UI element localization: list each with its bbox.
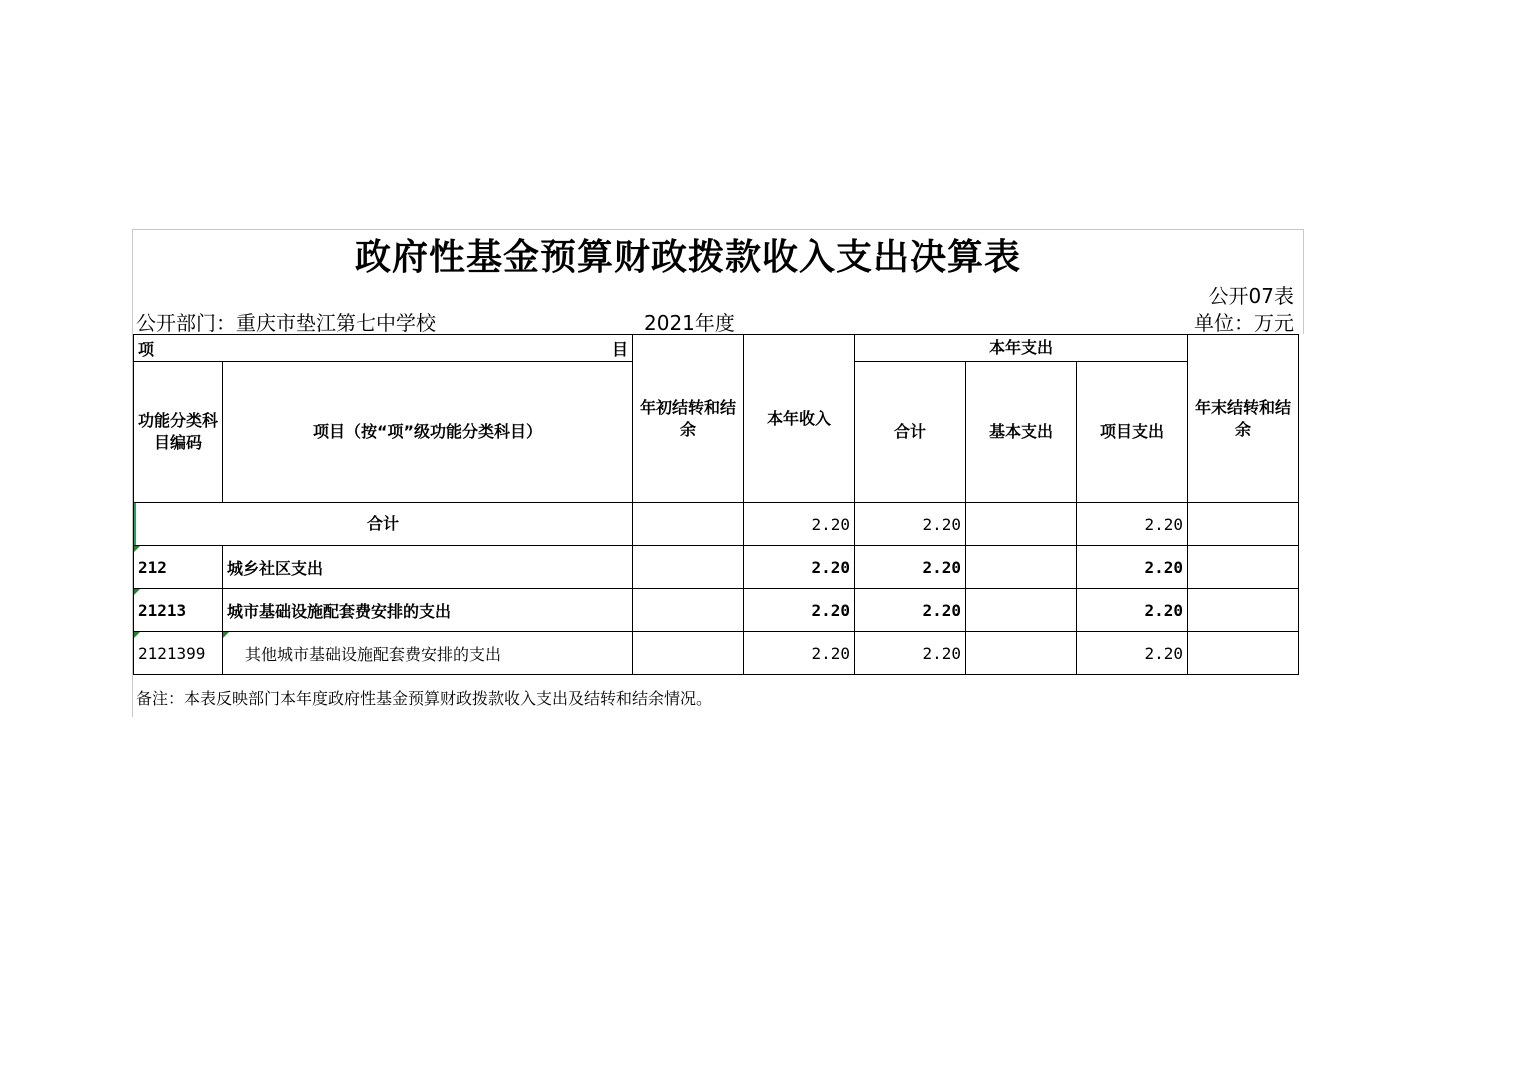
- row-basic[interactable]: [966, 546, 1077, 589]
- row-income[interactable]: 2.20: [744, 632, 855, 675]
- year-label: 2021年度: [644, 311, 735, 335]
- total-end-balance[interactable]: [1188, 503, 1299, 546]
- page-title: 政府性基金预算财政拨款收入支出决算表: [354, 237, 1021, 278]
- row-begin-balance[interactable]: [633, 546, 744, 589]
- header-income: [744, 335, 855, 503]
- table-row: [134, 546, 1299, 589]
- row-name-cell[interactable]: [223, 632, 633, 675]
- header-xiang: 项: [138, 339, 155, 359]
- item-header-cell: [134, 335, 633, 362]
- row-project[interactable]: 2.20: [1077, 589, 1188, 632]
- row-basic[interactable]: [966, 632, 1077, 675]
- cell-marker: [134, 546, 140, 552]
- total-expense-total[interactable]: 2.20: [855, 503, 966, 546]
- footnote: 备注：本表反映部门本年度政府性基金预算财政拨款收入支出及结转和结余情况。: [136, 689, 713, 708]
- row-code: 21213: [138, 600, 187, 620]
- row-code-cell[interactable]: [134, 546, 223, 589]
- row-name[interactable]: 城乡社区支出: [223, 546, 633, 589]
- total-begin-balance[interactable]: [633, 503, 744, 546]
- row-name: 其他城市基础设施配套费安排的支出: [245, 644, 502, 664]
- row-code-cell[interactable]: [134, 589, 223, 632]
- row-end-balance[interactable]: [1188, 632, 1299, 675]
- total-label-cell[interactable]: [134, 503, 633, 546]
- row-begin-balance[interactable]: [633, 632, 744, 675]
- budget-table: [133, 334, 1299, 675]
- header-end-balance: [1188, 335, 1299, 503]
- table-row: [134, 632, 1299, 675]
- row-code-cell[interactable]: [134, 632, 223, 675]
- gridline: [132, 229, 1304, 230]
- header-code: 功能分类科目编码: [134, 362, 223, 503]
- row-project[interactable]: 2.20: [1077, 632, 1188, 675]
- header-expense-group: 本年支出: [855, 335, 1188, 362]
- row-income[interactable]: 2.20: [744, 589, 855, 632]
- header-begin-balance: [633, 335, 744, 503]
- cell-marker: [134, 589, 140, 595]
- row-end-balance[interactable]: [1188, 546, 1299, 589]
- row-expense-total[interactable]: 2.20: [855, 589, 966, 632]
- header-basic: 基本支出: [966, 362, 1077, 503]
- header-project: 项目支出: [1077, 362, 1188, 503]
- total-label: 合计: [366, 514, 399, 533]
- row-code: 2121399: [138, 643, 206, 663]
- row-name[interactable]: 城市基础设施配套费安排的支出: [223, 589, 633, 632]
- selection-marker: [134, 503, 137, 545]
- row-basic[interactable]: [966, 589, 1077, 632]
- table-row: [134, 589, 1299, 632]
- total-row: [134, 503, 1299, 546]
- row-begin-balance[interactable]: [633, 589, 744, 632]
- total-income[interactable]: 2.20: [744, 503, 855, 546]
- row-expense-total[interactable]: 2.20: [855, 632, 966, 675]
- row-end-balance[interactable]: [1188, 589, 1299, 632]
- header-total: 合计: [855, 362, 966, 503]
- total-project[interactable]: 2.20: [1077, 503, 1188, 546]
- table-number: 公开07表: [1208, 284, 1294, 308]
- header-item: 项目（按“项”级功能分类科目）: [223, 362, 633, 503]
- row-code: 212: [138, 557, 167, 577]
- gridline: [1303, 229, 1304, 334]
- row-project[interactable]: 2.20: [1077, 546, 1188, 589]
- header-end-balance-text: 年末结转和结余: [1194, 397, 1291, 439]
- total-basic[interactable]: [966, 503, 1077, 546]
- header-mu: 目: [611, 339, 628, 359]
- header-income-text: 本年收入: [766, 408, 831, 428]
- unit-label: 单位：万元: [1194, 311, 1294, 335]
- header-begin-balance-text: 年初结转和结余: [639, 397, 736, 439]
- row-income[interactable]: 2.20: [744, 546, 855, 589]
- cell-marker: [223, 632, 229, 638]
- row-expense-total[interactable]: 2.20: [855, 546, 966, 589]
- cell-marker: [134, 632, 140, 638]
- department-label: 公开部门：重庆市垫江第七中学校: [136, 311, 436, 335]
